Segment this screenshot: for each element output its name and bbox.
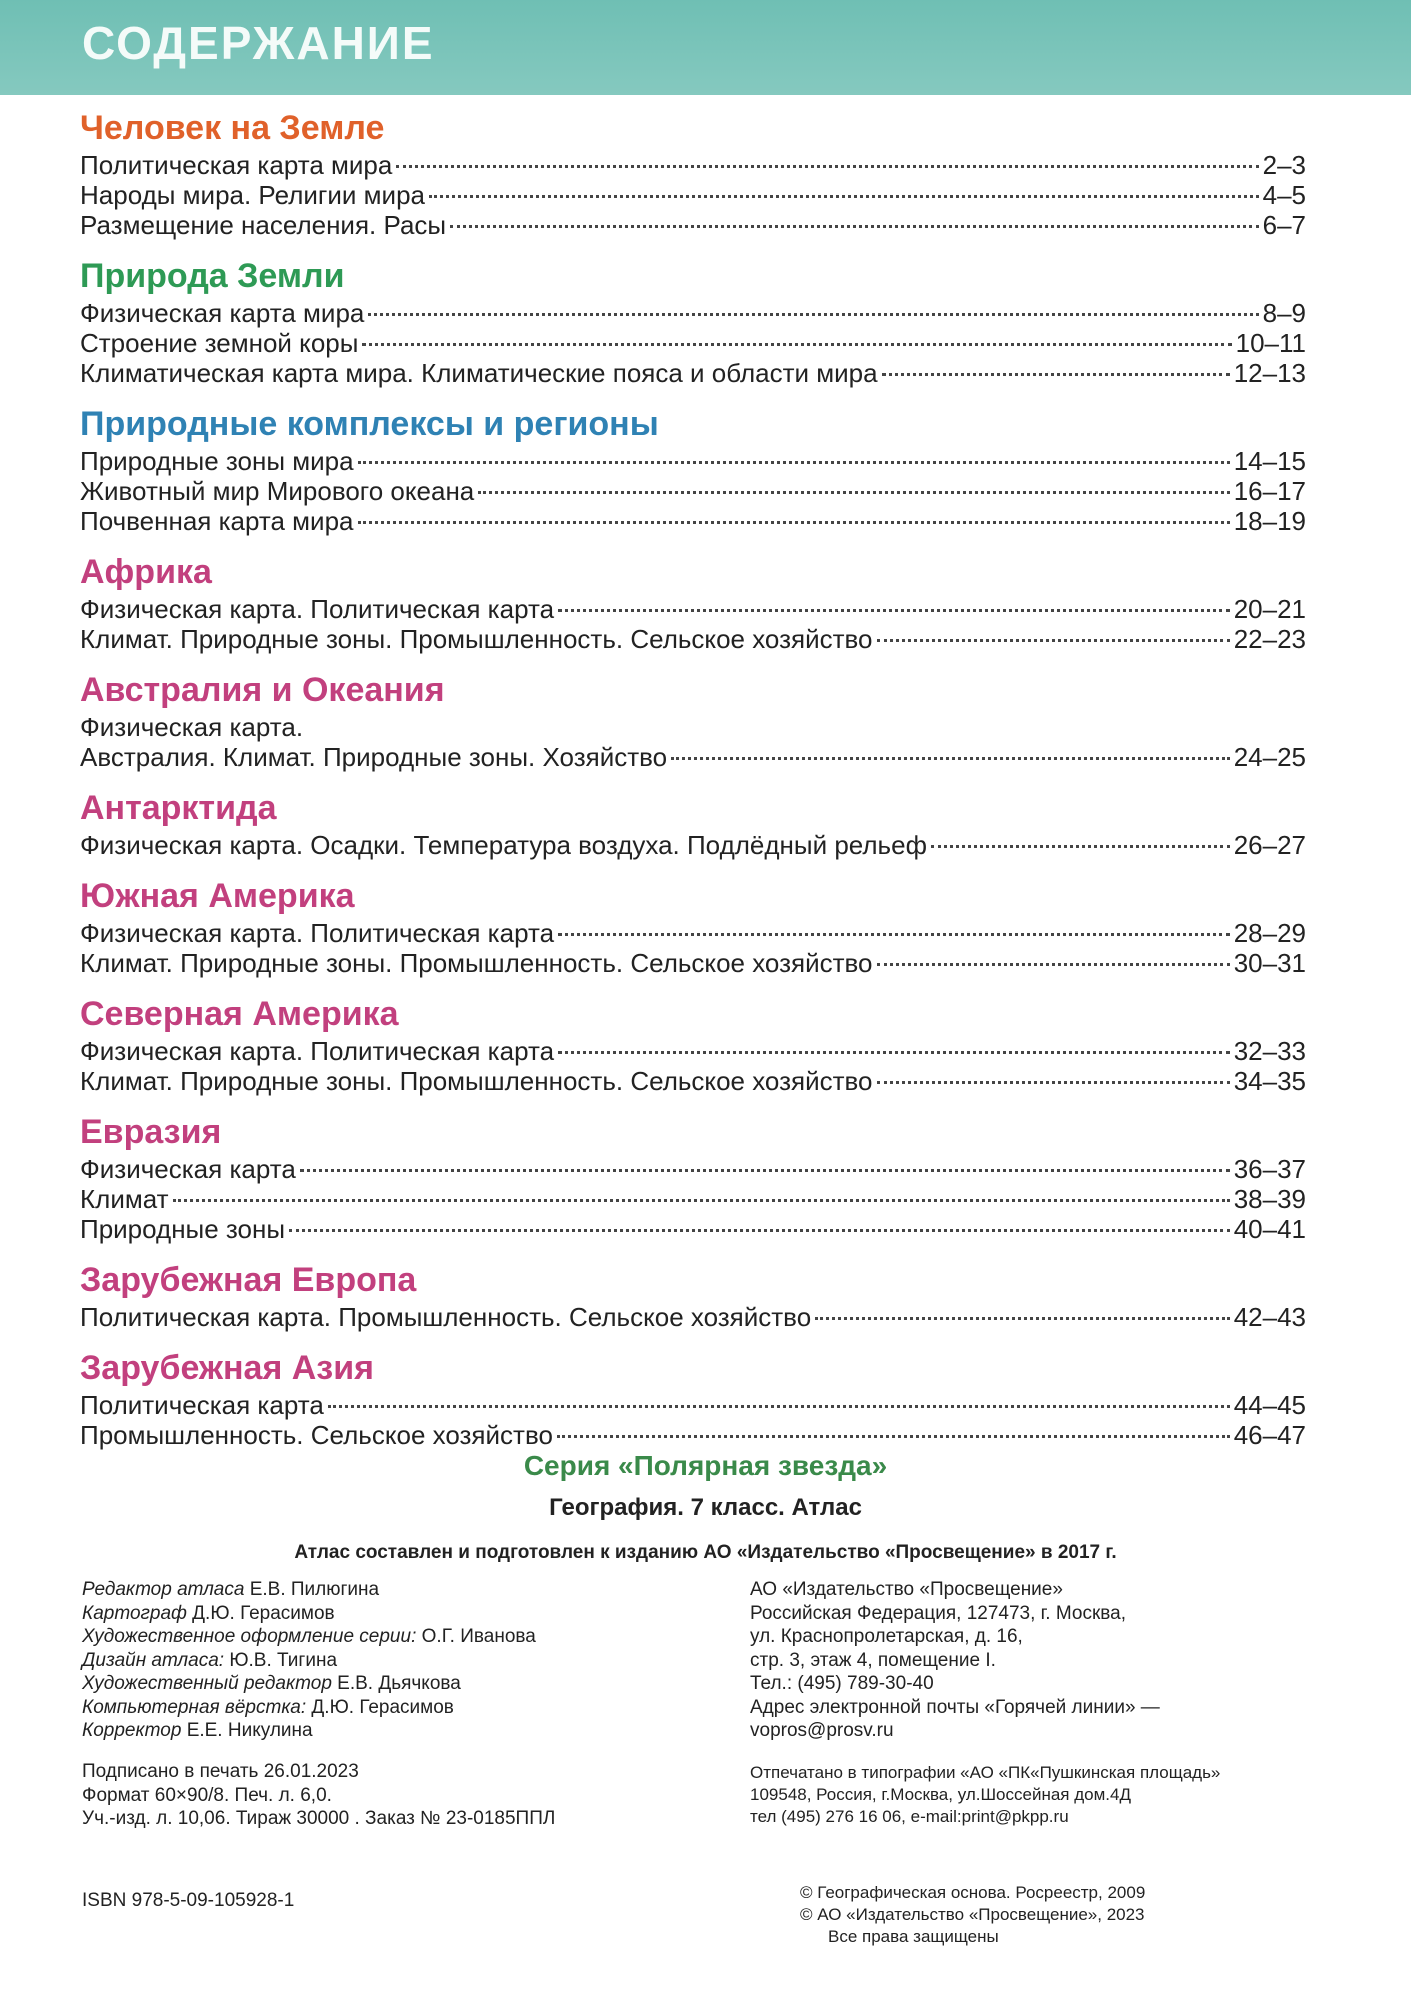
toc-entry[interactable] <box>80 1214 1306 1244</box>
publisher-line: стр. 3, этаж 4, помещение I. <box>750 1649 996 1671</box>
toc-entry-label: Климат. Природные зоны. Промышленность. Сельское хозяйство <box>80 1066 873 1096</box>
dot-leader <box>328 1405 1230 1408</box>
section-gap <box>80 1332 1306 1342</box>
toc-entry-pages: 6–7 <box>1262 210 1306 240</box>
section-gap <box>80 1244 1306 1254</box>
toc-entry-label: Физическая карта. <box>80 712 304 742</box>
section-title: Природа Земли <box>80 257 345 295</box>
toc-entry[interactable] <box>80 1036 1306 1066</box>
toc-entry-label: Политическая карта. Промышленность. Сельское хозяйство <box>80 1302 812 1332</box>
section-gap <box>80 388 1306 398</box>
section-title: Зарубежная Европа <box>80 1261 417 1299</box>
credit-name: Е.Е. Никулина <box>186 1720 313 1741</box>
table-of-contents <box>80 102 1306 1450</box>
toc-entry-label: Физическая карта. Политическая карта <box>80 918 555 948</box>
section-title: Африка <box>80 553 212 591</box>
toc-entry-pages: 2–3 <box>1262 150 1306 180</box>
toc-entry-label: Животный мир Мирового океана <box>80 476 475 506</box>
toc-entry-label: Строение земной коры <box>80 328 359 358</box>
dot-leader <box>173 1199 1230 1202</box>
toc-entry[interactable] <box>80 150 1306 180</box>
dot-leader <box>450 225 1259 228</box>
dot-leader <box>557 1435 1230 1438</box>
toc-entry-label: Физическая карта <box>80 1154 296 1184</box>
toc-entry-label: Политическая карта <box>80 1390 324 1420</box>
dot-leader <box>815 1317 1230 1320</box>
toc-entry-pages: 14–15 <box>1233 446 1306 476</box>
isbn: ISBN 978-5-09-105928-1 <box>82 1890 295 1911</box>
toc-entry[interactable] <box>80 1154 1306 1184</box>
dot-leader <box>368 313 1258 316</box>
dot-leader <box>289 1229 1230 1232</box>
copyright-line: © АО «Издательство «Просвещение», 2023 <box>800 1905 1145 1924</box>
series-title: Серия «Полярная звезда» <box>523 1450 888 1481</box>
toc-entry[interactable] <box>80 918 1306 948</box>
credit-line <box>82 1696 722 1720</box>
toc-entry-pages: 24–25 <box>1233 742 1306 772</box>
toc-entry-pages: 34–35 <box>1233 1066 1306 1096</box>
dot-leader <box>558 1051 1230 1054</box>
toc-entry[interactable] <box>80 328 1306 358</box>
toc-entry-label: Климат. Природные зоны. Промышленность. Сельское хозяйство <box>80 948 873 978</box>
print-info-line: Уч.-изд. л. 10,06. Тираж 30000 . Заказ № 23-0185ППЛ <box>82 1808 556 1829</box>
toc-entry[interactable] <box>80 742 1306 772</box>
copyright-info <box>800 1882 1310 1948</box>
section-title: Австралия и Океания <box>80 671 445 709</box>
publisher-line: Адрес электронной почты «Горячей линии» — <box>750 1696 1160 1718</box>
toc-entry[interactable] <box>80 1390 1306 1420</box>
section-title: Антарктида <box>80 789 277 827</box>
book-title: География. 7 класс. Атлас <box>549 1494 862 1521</box>
toc-entry[interactable] <box>80 476 1306 506</box>
toc-entry[interactable] <box>80 210 1306 240</box>
section-gap <box>80 240 1306 250</box>
printer-info <box>750 1762 1310 1828</box>
credit-name: Е.В. Дьячкова <box>337 1673 461 1694</box>
section-gap <box>80 978 1306 988</box>
publisher-line: Российская Федерация, 127473, г. Москва, <box>750 1602 1126 1624</box>
toc-entry-label: Климат <box>80 1184 169 1214</box>
section-gap <box>80 772 1306 782</box>
credits-list <box>82 1578 722 1743</box>
dot-leader <box>877 1081 1230 1084</box>
toc-entry-pages: 42–43 <box>1233 1302 1306 1332</box>
toc-entry-label: Физическая карта. Политическая карта <box>80 594 555 624</box>
printer-line: тел (495) 276 16 06, e-mail:print@pkpp.ru <box>750 1807 1069 1826</box>
toc-entry-pages: 22–23 <box>1233 624 1306 654</box>
header-band <box>0 0 1411 95</box>
toc-entry-pages: 30–31 <box>1233 948 1306 978</box>
dot-leader <box>558 933 1230 936</box>
toc-entry-pages: 4–5 <box>1262 180 1306 210</box>
credit-line <box>82 1578 722 1602</box>
credit-name: Е.В. Пилюгина <box>249 1579 380 1600</box>
toc-entry-pages: 46–47 <box>1233 1420 1306 1450</box>
toc-entry[interactable] <box>80 1420 1306 1450</box>
credit-role: Корректор <box>82 1720 182 1741</box>
publisher-line: vopros@prosv.ru <box>750 1720 894 1741</box>
toc-entry-pages: 26–27 <box>1233 830 1306 860</box>
credit-role: Дизайн атласа: <box>82 1649 225 1671</box>
prepared-note: Атлас составлен и подготовлен к изданию АО «Издательство «Просвещение» в 2017 г. <box>294 1542 1117 1563</box>
dot-leader <box>358 521 1230 524</box>
credit-name: Д.Ю. Герасимов <box>192 1602 335 1624</box>
credit-line <box>82 1719 722 1743</box>
credit-role: Картограф <box>82 1602 187 1624</box>
section-title: Южная Америка <box>80 877 355 915</box>
toc-entry[interactable] <box>80 506 1306 536</box>
toc-entry-label: Природные зоны мира <box>80 446 354 476</box>
section-gap <box>80 1096 1306 1106</box>
dot-leader <box>931 845 1230 848</box>
toc-entry-pages: 10–11 <box>1235 328 1306 358</box>
section-gap <box>80 536 1306 546</box>
toc-entry[interactable] <box>80 1302 1306 1332</box>
dot-leader <box>429 195 1259 198</box>
toc-entry[interactable] <box>80 1066 1306 1096</box>
credit-role: Художественный редактор <box>82 1673 332 1694</box>
toc-entry-label: Физическая карта. Осадки. Температура воздуха. Подлёдный рельеф <box>80 830 927 860</box>
toc-entry-label: Физическая карта. Политическая карта <box>80 1036 555 1066</box>
dot-leader <box>300 1169 1230 1172</box>
publisher-line: Тел.: (495) 789-30-40 <box>750 1673 934 1694</box>
toc-entry[interactable] <box>80 446 1306 476</box>
toc-entry[interactable] <box>80 180 1306 210</box>
dot-leader <box>362 343 1231 346</box>
credit-line <box>82 1602 722 1626</box>
toc-entry-label: Почвенная карта мира <box>80 506 354 536</box>
toc-entry-pages: 12–13 <box>1233 358 1306 388</box>
dot-leader <box>558 609 1230 612</box>
credit-name: Д.Ю. Герасимов <box>311 1696 454 1718</box>
toc-entry[interactable] <box>80 624 1306 654</box>
credit-role: Редактор атласа <box>82 1579 245 1600</box>
toc-entry-pages: 40–41 <box>1233 1214 1306 1244</box>
publisher-line: АО «Издательство «Просвещение» <box>750 1579 1063 1600</box>
credit-line <box>82 1649 722 1673</box>
dot-leader <box>671 757 1230 760</box>
toc-entry-label: Размещение населения. Расы <box>80 210 447 240</box>
toc-entry-label: Природные зоны <box>80 1214 286 1244</box>
copyright-line: Все права защищены <box>828 1927 999 1946</box>
copyright-line: © Географическая основа. Росреестр, 2009 <box>800 1883 1146 1902</box>
toc-entry[interactable] <box>80 948 1306 978</box>
printer-line: Отпечатано в типографии «АО «ПК«Пушкинская площадь» <box>750 1763 1221 1782</box>
toc-entry-pages: 16–17 <box>1233 476 1306 506</box>
publisher-info <box>750 1578 1310 1743</box>
dot-leader <box>882 373 1230 376</box>
section-title: Евразия <box>80 1113 222 1151</box>
toc-entry[interactable] <box>80 1184 1306 1214</box>
toc-entry-label: Народы мира. Религии мира <box>80 180 425 210</box>
credit-line <box>82 1672 722 1696</box>
print-info-line: Подписано в печать 26.01.2023 <box>82 1761 359 1782</box>
toc-entry-pages: 18–19 <box>1233 506 1306 536</box>
print-info-line: Формат 60×90/8. Печ. л. 6,0. <box>82 1784 332 1806</box>
section-gap <box>80 860 1306 870</box>
section-title: Человек на Земле <box>80 109 385 147</box>
dot-leader <box>396 165 1258 168</box>
publisher-line: ул. Краснопролетарская, д. 16, <box>750 1626 1023 1647</box>
toc-entry-label: Политическая карта мира <box>80 150 393 180</box>
credit-name: Ю.В. Тигина <box>229 1649 338 1671</box>
toc-entry-pages: 28–29 <box>1233 918 1306 948</box>
toc-entry[interactable] <box>80 830 1306 860</box>
toc-entry-label: Климат. Природные зоны. Промышленность. Сельское хозяйство <box>80 624 873 654</box>
dot-leader <box>877 963 1230 966</box>
dot-leader <box>478 491 1229 494</box>
credit-name: О.Г. Иванова <box>421 1626 536 1647</box>
printer-line: 109548, Россия, г.Москва, ул.Шоссейная дом.4Д <box>750 1785 1131 1804</box>
toc-entry-pages: 20–21 <box>1233 594 1306 624</box>
credit-line <box>82 1625 722 1649</box>
dot-leader <box>358 461 1230 464</box>
print-info <box>82 1760 722 1831</box>
toc-entry-label: Австралия. Климат. Природные зоны. Хозяйство <box>80 742 668 772</box>
toc-entry-pages: 32–33 <box>1233 1036 1306 1066</box>
toc-entry-pages: 38–39 <box>1233 1184 1306 1214</box>
section-title: Северная Америка <box>80 995 399 1033</box>
credit-role: Компьютерная вёрстка: <box>82 1696 307 1718</box>
toc-entry-label: Промышленность. Сельское хозяйство <box>80 1420 553 1450</box>
toc-entry-label: Физическая карта мира <box>80 298 365 328</box>
toc-entry-label: Климатическая карта мира. Климатические пояса и области мира <box>80 358 878 388</box>
toc-entry[interactable] <box>80 358 1306 388</box>
section-title: Зарубежная Азия <box>80 1349 374 1387</box>
dot-leader <box>877 639 1230 642</box>
toc-entry-pages: 36–37 <box>1233 1154 1306 1184</box>
toc-entry-pages: 8–9 <box>1262 298 1306 328</box>
toc-entry[interactable] <box>80 594 1306 624</box>
section-gap <box>80 654 1306 664</box>
toc-entry[interactable] <box>80 712 1306 742</box>
toc-entry[interactable] <box>80 298 1306 328</box>
credit-role: Художественное оформление серии: <box>82 1626 417 1647</box>
section-title: Природные комплексы и регионы <box>80 405 659 443</box>
toc-entry-pages: 44–45 <box>1233 1390 1306 1420</box>
page-title: СОДЕРЖАНИЕ <box>82 17 435 69</box>
